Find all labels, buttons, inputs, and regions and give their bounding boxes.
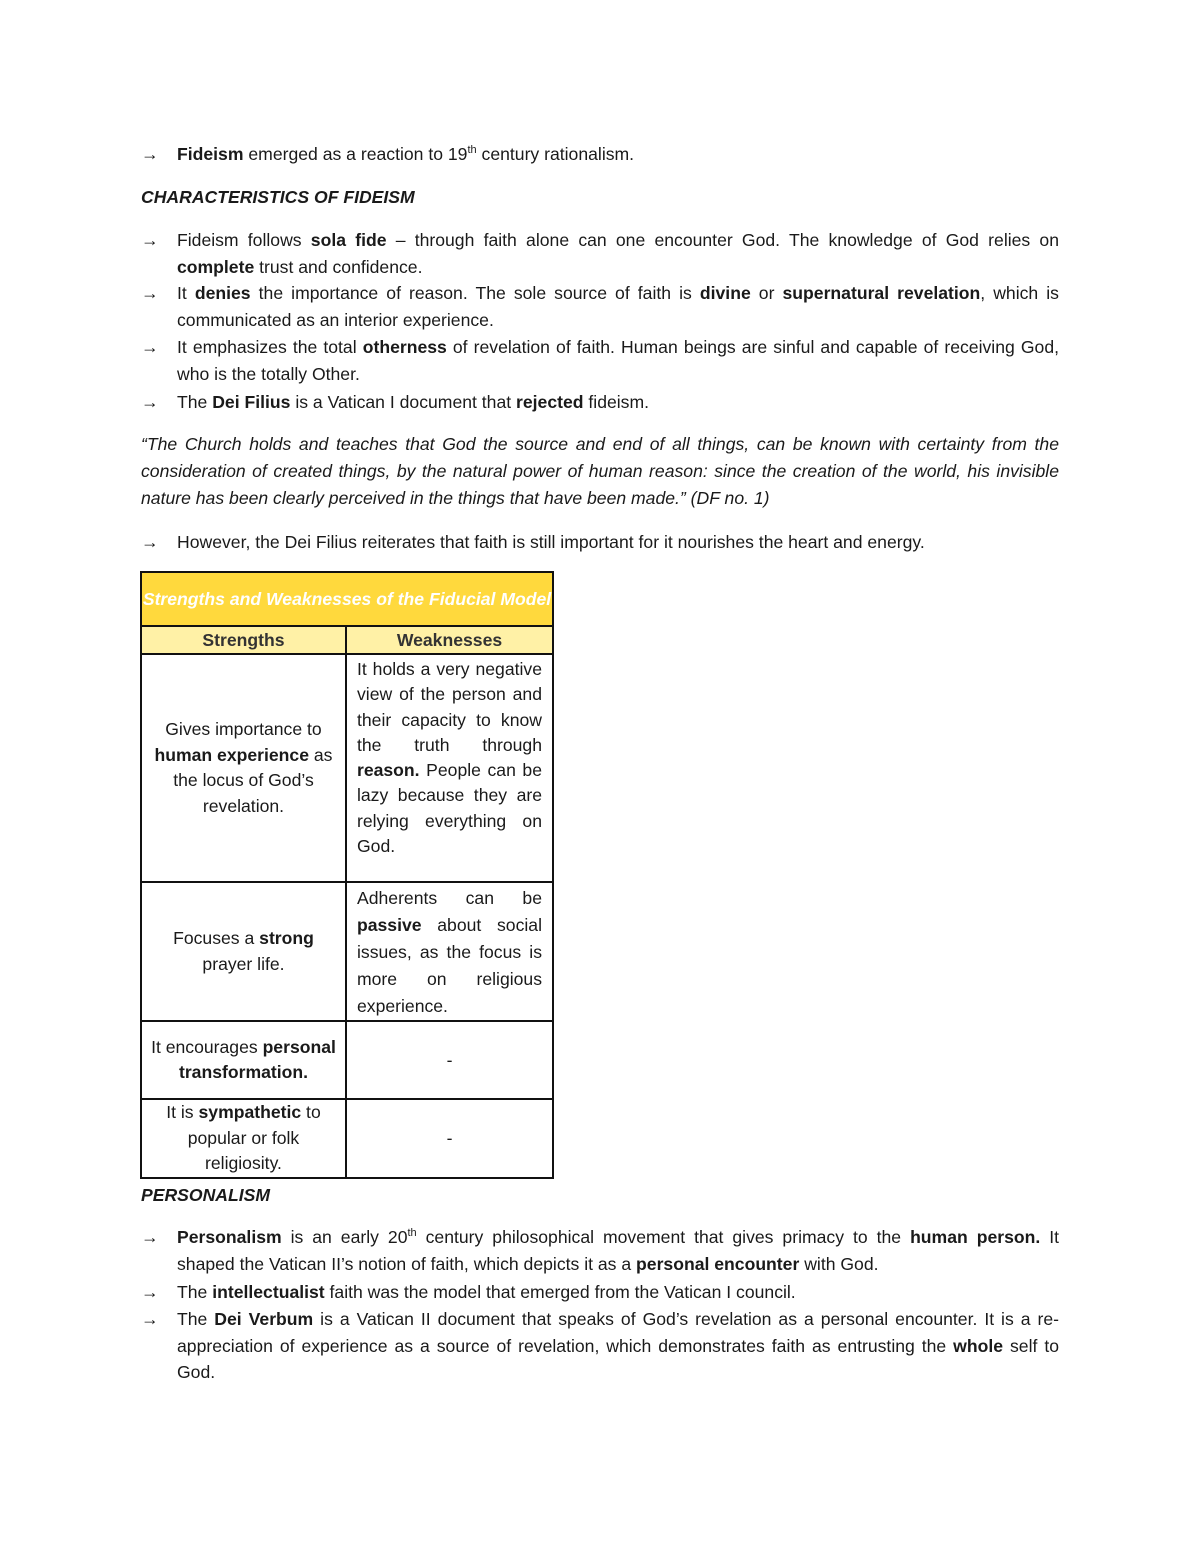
table-title: Strengths and Weaknesses of the Fiducial Model <box>141 572 553 626</box>
arrow-icon: → <box>141 532 159 552</box>
quote-citation: (DF no. 1) <box>685 488 770 508</box>
weakness-cell-empty: - <box>346 1099 553 1178</box>
weaknesses-column-header: Weaknesses <box>346 626 553 654</box>
arrow-icon: → <box>141 283 159 303</box>
weakness-cell: Adherents can be passive about social issues, as the focus is more on religious experience. <box>346 882 553 1021</box>
dei-filius-quote: “The Church holds and teaches that God the source and end of all things, can be known with certainty from the consideration of created things, by the natural power of human reason: since the creation of the world, his invisible nature has been clearly perceived in the things that have been made.” (DF no. 1) <box>141 434 1059 508</box>
strength-cell: It is sympathetic to popular or folk religiosity. <box>141 1099 346 1178</box>
strength-cell: Gives importance to human experience as the locus of God’s revelation. <box>141 654 346 882</box>
strengths-weaknesses-table <box>140 571 554 1179</box>
strength-cell: It encourages personal transformation. <box>141 1021 346 1099</box>
arrow-icon: → <box>141 1309 159 1329</box>
personalism-item-1: → Personalism is an early 20th century philosophical movement that gives primacy to the human person. It shaped the Vatican II’s notion of faith, which depicts it as a personal encounter with God. <box>141 1224 1059 1277</box>
table-row <box>141 1099 553 1178</box>
characteristics-heading: CHARACTERISTICS OF FIDEISM <box>141 187 415 207</box>
strength-cell: Focuses a strong prayer life. <box>141 882 346 1021</box>
arrow-icon: → <box>141 1227 159 1247</box>
weakness-cell-empty: - <box>346 1021 553 1099</box>
arrow-icon: → <box>141 337 159 357</box>
strengths-column-header: Strengths <box>141 626 346 654</box>
arrow-icon: → <box>141 230 159 250</box>
personalism-item-2: → The intellectualist faith was the model that emerged from the Vatican I council. <box>141 1279 1059 1306</box>
table-row <box>141 1021 553 1099</box>
characteristic-item-2: → It denies the importance of reason. The sole source of faith is divine or supernatural revelation, which is communicated as an interior experience. <box>141 280 1059 333</box>
personalism-heading: PERSONALISM <box>141 1185 271 1205</box>
weakness-cell: It holds a very negative view of the person and their capacity to know the truth through reason. People can be lazy because they are relying everything on God. <box>346 654 553 882</box>
arrow-icon: → <box>141 144 159 164</box>
intro-bullet: → Fideism emerged as a reaction to 19th century rationalism. <box>141 141 1059 168</box>
table-row <box>141 882 553 1021</box>
characteristic-item-1: → Fideism follows sola fide – through faith alone can one encounter God. The knowledge of God relies on complete trust and confidence. <box>141 227 1059 280</box>
personalism-item-3: → The Dei Verbum is a Vatican II document that speaks of God’s revelation as a personal encounter. It is a re-appreciation of experience as a source of revelation, which demonstrates faith as entrusting the whole self to God. <box>141 1306 1059 1386</box>
however-bullet: → However, the Dei Filius reiterates that faith is still important for it nourishes the heart and energy. <box>141 529 1059 556</box>
characteristic-item-4: → The Dei Filius is a Vatican I document that rejected fideism. <box>141 389 1059 416</box>
intro-term: Fideism <box>177 144 244 164</box>
table-row <box>141 654 553 882</box>
arrow-icon: → <box>141 392 159 412</box>
arrow-icon: → <box>141 1282 159 1302</box>
characteristic-item-3: → It emphasizes the total otherness of revelation of faith. Human beings are sinful and capable of receiving God, who is the totally Other. <box>141 334 1059 387</box>
